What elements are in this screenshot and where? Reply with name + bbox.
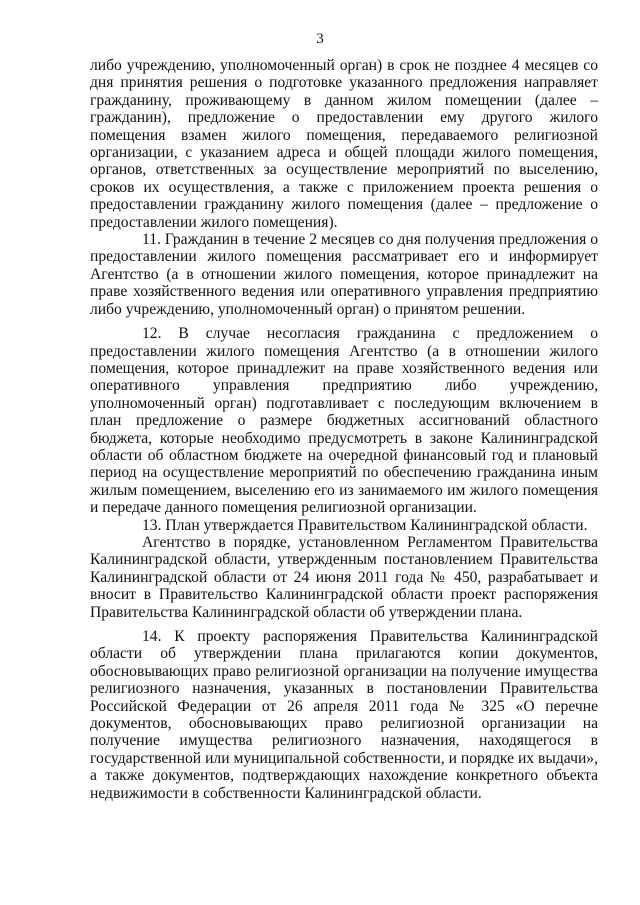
document-body — [90, 57, 598, 802]
page-number: 3 — [316, 31, 324, 47]
paragraph-11: 11. Гражданин в течение 2 месяцев со дня получения предложения о предоставлении жилого помещения рассматривает его и информирует Агентство (а в отношении жилого помещения, которое принадлежит на праве хозяйственного ведения или оперативного управления предприятию либо учреждению, уполномоченный орган) о принятом решении. — [90, 231, 598, 318]
paragraph-12: 12. В случае несогласия гражданина с предложением о предоставлении жилого помещения Агентство (а в отношении жилого помещения, которое принадлежит на праве хозяйственного ведения или оперативного управления предприятию либо учреждению, уполномоченный орган) подготавливает с последующим включением в план предложение о размере бюджетных ассигнований областного бюджета, которые необходимо предусмотреть в законе Калининградской области об областном бюджете на очередной финансовый год и плановый период на осуществление мероприятий по обеспечению гражданина иным жилым помещением, выселению его из занимаемого им жилого помещения и передаче данного помещения религиозной организации. — [90, 325, 598, 517]
paragraph-13-agency: Агентство в порядке, установленном Регламентом Правительства Калининградской области, утвержденным постановлением Правительства Калининградской области от 24 июня 2011 года № 450, разрабатывает и вносит в Правительство Калининградской области проект распоряжения Правительства Калининградской области об утверждении плана. — [90, 533, 598, 621]
paragraph-14: 14. К проекту распоряжения Правительства Калининградской области об утверждении плана прилагаются копии документов, обосновывающих право религиозной организации на получение имущества религиозного назначения, указанных в постановлении Правительства Российской Федерации от 26 апреля 2011 года № 325 «О перечне документов, обосновывающих право религиозной организации на получение имущества религиозного назначения, находящегося в государственной или муниципальной собственности, и порядке их выдачи», а также документов, подтверждающих нахождение конкретного объекта недвижимости в собственности Калининградской области. — [90, 628, 598, 802]
paragraph-10-continuation: либо учреждению, уполномоченный орган) в срок не позднее 4 месяцев со дня принятия решения о подготовке указанного предложения направляет гражданину, проживающему в данном жилом помещении (далее – гражданин), предложение о предоставлении ему другого жилого помещения взамен жилого помещения, передаваемого религиозной организации, с указанием адреса и общей площади жилого помещения, органов, ответственных за осуществление мероприятий по выселению, сроков их осуществления, а также с приложением проекта решения о предоставлении гражданину жилого помещения (далее – предложение о предоставлении жилого помещения). — [90, 57, 598, 231]
paragraph-13: 13. План утверждается Правительством Калининградской области. — [142, 516, 588, 534]
